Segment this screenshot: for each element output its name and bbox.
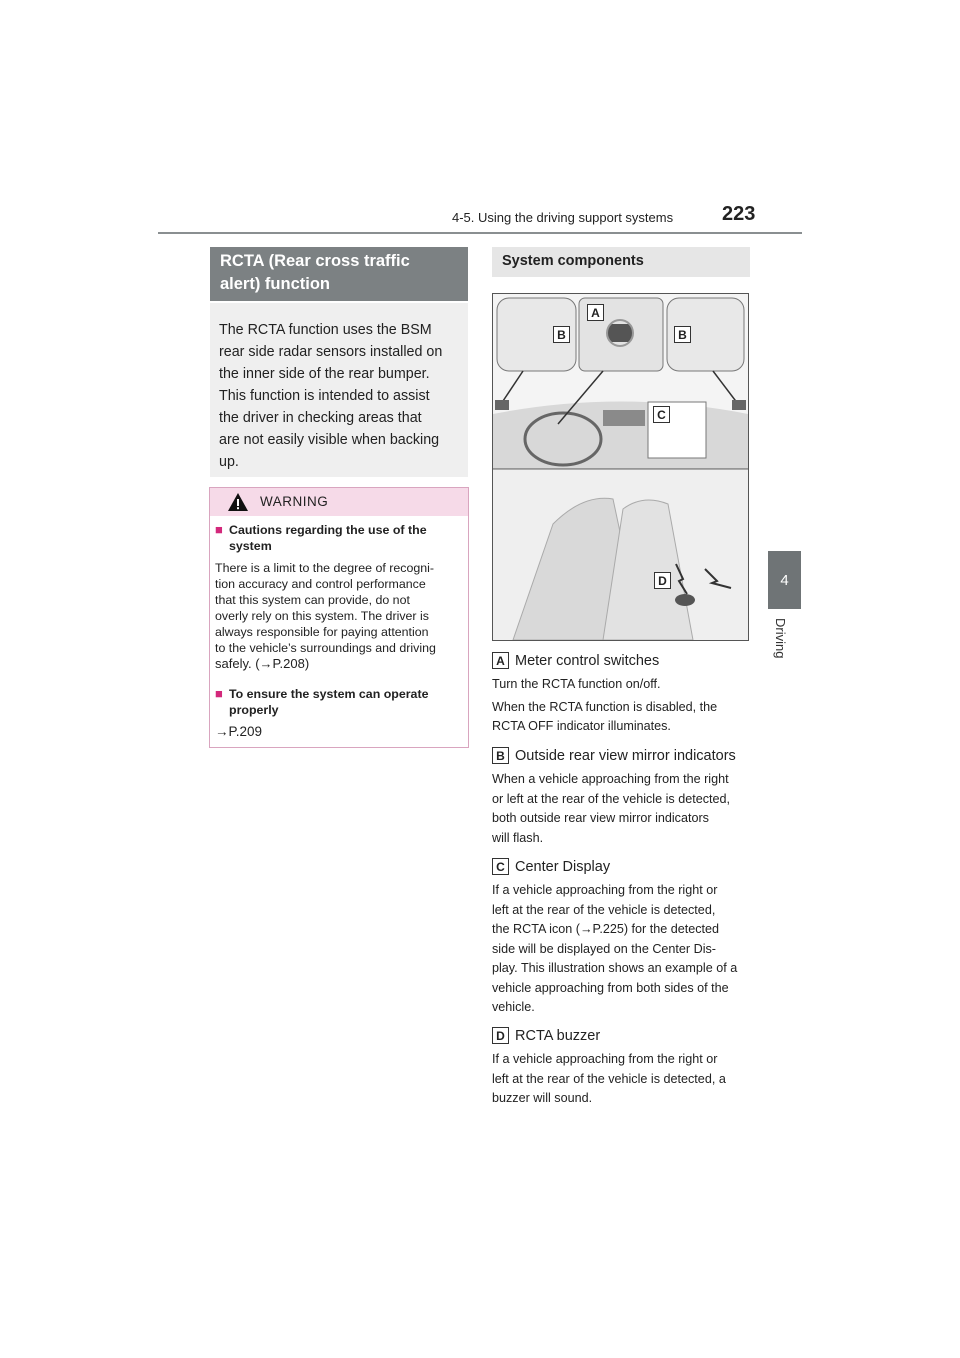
component-text-line: When a vehicle approaching from the right <box>492 772 729 786</box>
component-title: Center Display <box>515 858 611 875</box>
component-text-line: play. This illustration shows an example of a <box>492 961 738 975</box>
chapter-tab[interactable] <box>768 551 801 609</box>
component-title: Meter control switches <box>515 652 660 669</box>
intro-line: the inner side of the rear bumper. <box>219 366 430 382</box>
system-components-illustration <box>492 293 749 641</box>
component-item-c <box>492 858 750 1018</box>
intro-line: This function is intended to assist <box>219 388 430 404</box>
warning-item-title: To ensure the system can operate <box>229 687 429 701</box>
intro-line: rear side radar sensors installed on <box>219 344 443 360</box>
warning-text-line: safely. (→P.208) <box>215 656 310 671</box>
warning-header <box>210 488 468 516</box>
intro-line: are not easily visible when backing <box>219 432 440 448</box>
letter-d-icon: D <box>492 1027 509 1044</box>
warning-item-title: Cautions regarding the use of the <box>229 523 427 537</box>
callout-d: D <box>654 572 671 589</box>
components-heading: System components <box>492 247 750 277</box>
component-item-a <box>492 652 750 737</box>
bullet-square-icon: ■ <box>215 522 223 537</box>
component-text-line: the RCTA icon (→P.225) for the detected <box>492 922 720 936</box>
warning-box <box>209 487 469 748</box>
warning-text-line: There is a limit to the degree of recogni- <box>215 561 435 575</box>
component-text-line: When the RCTA function is disabled, the <box>492 699 718 714</box>
page-reference-link[interactable]: →P.209 <box>215 724 263 739</box>
callout-a: A <box>587 304 604 321</box>
warning-item-1 <box>215 522 465 672</box>
warning-item-title: properly <box>229 703 279 717</box>
chapter-number: 4 <box>780 571 789 589</box>
warning-item-2 <box>215 686 465 740</box>
intro-text-box <box>210 303 468 477</box>
component-text-line: buzzer will sound. <box>492 1091 593 1105</box>
bullet-square-icon: ■ <box>215 686 223 701</box>
component-text-line: side will be displayed on the Center Dis- <box>492 941 717 956</box>
component-title: Outside rear view mirror indicators <box>515 747 736 764</box>
component-text-line: will flash. <box>492 830 544 845</box>
callout-b-left: B <box>553 326 570 343</box>
section-title: 4-5. Using the driving support systems <box>452 210 674 225</box>
warning-text-line: tion accuracy and control performance <box>215 577 426 591</box>
component-text-line: If a vehicle approaching from the right or <box>492 883 718 897</box>
callout-b-right: B <box>674 326 691 343</box>
warning-text-line: that this system can provide, do not <box>215 593 410 607</box>
letter-a-icon: A <box>492 652 509 669</box>
component-text-line: Turn the RCTA function on/off. <box>492 677 661 691</box>
page-number: 223 <box>722 203 756 225</box>
header-divider <box>158 232 802 234</box>
rcta-heading <box>210 247 468 301</box>
component-text-line: vehicle approaching from both sides of the <box>492 980 729 995</box>
warning-triangle-icon <box>228 493 248 511</box>
letter-c-icon: C <box>492 858 509 875</box>
component-item-d <box>492 1027 750 1109</box>
rcta-heading-line2: alert) function <box>220 275 330 293</box>
component-text-line: or left at the rear of the vehicle is detected, <box>492 791 731 806</box>
intro-line: the driver in checking areas that <box>219 410 422 426</box>
car-interior-illustration <box>493 294 748 640</box>
component-text-line: both outside rear view mirror indicators <box>492 811 709 825</box>
component-text-line: vehicle. <box>492 1000 535 1014</box>
callout-c: C <box>653 406 670 423</box>
component-text-line: If a vehicle approaching from the right or <box>492 1052 718 1066</box>
warning-title: WARNING <box>260 494 329 509</box>
warning-text-line: always responsible for paying attention <box>215 625 429 639</box>
component-text-line: left at the rear of the vehicle is detected, <box>492 902 716 917</box>
component-item-b <box>492 747 750 848</box>
rcta-heading-line1: RCTA (Rear cross traffic <box>220 252 410 270</box>
warning-text-line: overly rely on this system. The driver is <box>215 609 429 623</box>
intro-line: The RCTA function uses the BSM <box>219 322 432 338</box>
warning-item-title: system <box>229 539 272 553</box>
letter-b-icon: B <box>492 747 509 764</box>
component-text-line: left at the rear of the vehicle is detected, a <box>492 1071 726 1086</box>
component-text-line: RCTA OFF indicator illuminates. <box>492 719 671 733</box>
intro-line: up. <box>219 454 239 470</box>
component-title: RCTA buzzer <box>515 1027 601 1044</box>
chapter-label: Driving <box>773 618 788 659</box>
warning-text-line: to the vehicle’s surroundings and driving <box>215 641 436 655</box>
